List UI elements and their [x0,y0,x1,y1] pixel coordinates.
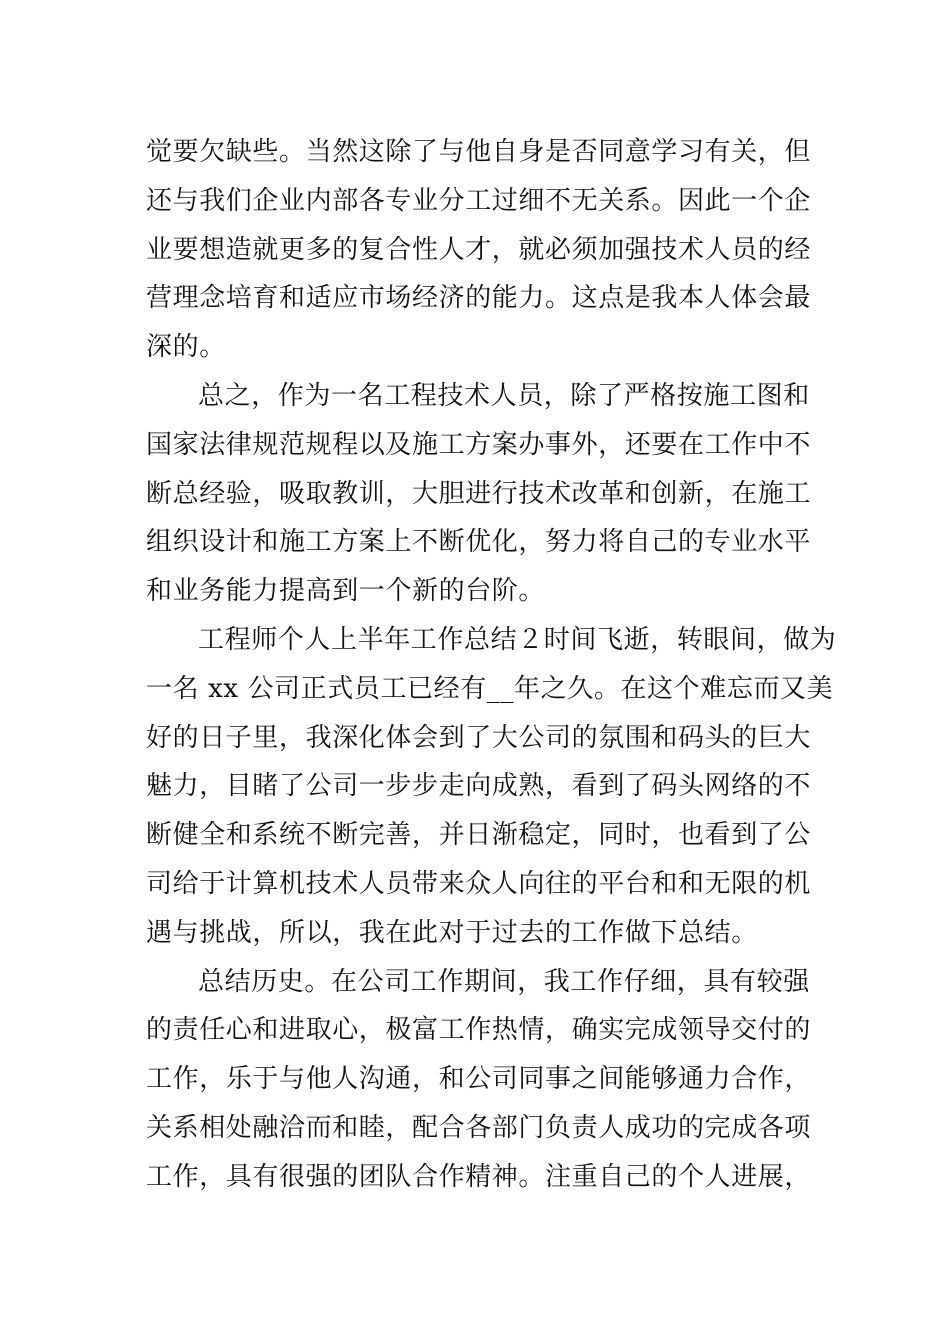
document-body [146,128,837,1202]
text-line: 关系相处融洽而和睦，配合各部门负责人成功的完成各项 [146,1112,812,1143]
paragraph-start-line: 总之，作为一名工程技术人员，除了严格按施工图和 [198,380,810,411]
text-line: 深的。 [146,332,226,363]
text-line: 好的日子里，我深化体会到了大公司的氛围和码头的巨大 [146,722,812,753]
text-line: 断总经验，吸取教训，大胆进行技术改革和创新，在施工 [146,478,812,509]
text-line: 遇与挑战，所以，我在此对于过去的工作做下总结。 [146,917,758,948]
text-line: 的责任心和进取心，极富工作热情，确实完成领导交付的 [146,1015,812,1046]
paragraph-start-line: 总结历史。在公司工作期间，我工作仔细，具有较强 [198,966,810,997]
text-line: 断健全和系统不断完善，并日渐稳定，同时，也看到了公 [146,820,812,851]
text-line: 魅力，目睹了公司一步步走向成熟，看到了码头网络的不 [146,771,812,802]
paragraph-start-line: 工程师个人上半年工作总结２时间飞逝，转眼间，做为 [198,624,837,655]
text-line: 还与我们企业内部各专业分工过细不无关系。因此一个企 [146,185,812,216]
text-line: 营理念培育和适应市场经济的能力。这点是我本人体会最 [146,283,812,314]
text-line: 觉要欠缺些。当然这除了与他自身是否同意学习有关，但 [146,137,812,167]
text-line: 和业务能力提高到一个新的台阶。 [146,576,546,607]
text-line: 工作，乐于与他人沟通，和公司同事之间能够通力合作， [146,1064,812,1095]
text-line: 业要想造就更多的复合性人才，就必须加强技术人员的经 [146,234,812,265]
text-line: 一名 xx 公司正式员工已经有__年之久。在这个难忘而又美 [146,673,834,704]
text-line: 司给于计算机技术人员带来众人向往的平台和和无限的机 [146,868,812,899]
text-line: 工作，具有很强的团队合作精神。注重自己的个人进展， [146,1161,812,1192]
text-line: 国家法律规范规程以及施工方案办事外，还要在工作中不 [146,429,812,460]
text-line: 组织设计和施工方案上不断优化，努力将自己的专业水平 [146,527,812,558]
